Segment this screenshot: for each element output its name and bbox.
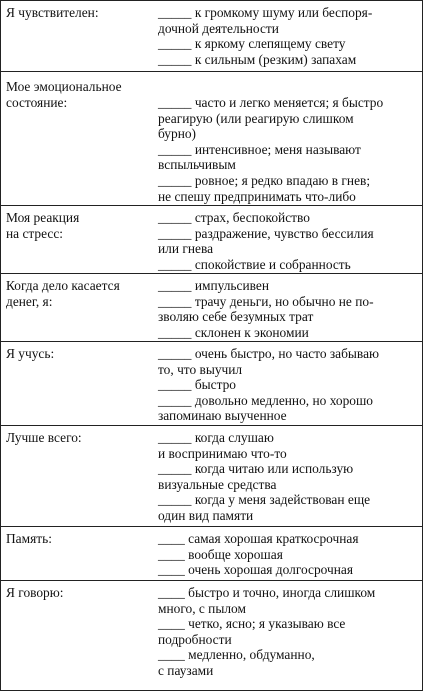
option-item[interactable]: _____ склонен к экономии — [158, 324, 309, 340]
option-item[interactable]: ____ четко, ясно; я указываю все подробности — [158, 616, 346, 647]
option-item[interactable]: _____ довольно медленно, но хорошо запоминаю выученное — [158, 392, 373, 424]
option-item[interactable]: ____ быстро и точно, иногда слишком много, с пылом — [158, 585, 376, 616]
section-memory — [1, 527, 422, 581]
section-label: Я говорю: — [6, 585, 64, 600]
section-sensitivity — [1, 1, 422, 72]
option-item[interactable]: _____ ровное; я редко впадаю в гнев; не спешу предпринимать что-либо — [158, 172, 371, 204]
option-item[interactable]: _____ к яркому слепящему свету — [158, 36, 346, 52]
option-item[interactable]: _____ интенсивное; меня называют вспыльчивым — [158, 141, 361, 173]
option-item[interactable]: _____ к сильным (резким) запахам — [158, 51, 357, 67]
section-label: Память: — [6, 531, 52, 546]
option-list — [158, 75, 418, 202]
option-item[interactable]: _____ страх, беспокойство — [158, 210, 310, 225]
option-item[interactable]: _____ к громкому шуму или беспоря- дочной деятельности — [158, 5, 373, 36]
section-label: Я учусь: — [6, 346, 55, 361]
option-item[interactable]: _____ быстро — [158, 377, 236, 393]
option-item[interactable]: ____ очень хорошая долгосрочная — [158, 562, 354, 578]
section-label: Моя реакция на стресс: — [6, 210, 80, 241]
section-learning — [1, 342, 422, 426]
option-item[interactable]: ____ медленно, обдуманно, с паузами — [158, 647, 315, 678]
section-label: Лучше всего: — [6, 430, 82, 445]
option-item[interactable]: _____ импульсивен — [158, 278, 269, 293]
section-best-memory — [1, 426, 422, 527]
section-label: Мое эмоциональное состояние: — [6, 79, 122, 110]
option-list — [158, 530, 418, 577]
section-speech — [1, 581, 422, 690]
option-item[interactable]: _____ когда слушаю и воспринимаю что-то — [158, 430, 287, 461]
option-item[interactable]: _____ спокойствие и собранность — [158, 256, 351, 272]
option-list — [158, 429, 418, 523]
option-item[interactable]: _____ когда читаю или использую визуальные средства — [158, 461, 354, 492]
option-item[interactable]: _____ трачу деньги, но обычно не по- зволяю себе безумных трат — [158, 293, 374, 325]
option-list — [158, 4, 418, 68]
option-list — [158, 584, 418, 687]
option-item[interactable]: _____ часто и легко меняется; я быстро реагирую (или реагирую слишком бурно) — [158, 95, 384, 142]
section-money — [1, 274, 422, 342]
option-list — [158, 277, 418, 338]
section-label: Когда дело касается денег, я: — [6, 278, 120, 309]
section-emotional-state — [1, 72, 422, 206]
option-item[interactable]: ____ самая хорошая краткосрочная — [158, 531, 359, 546]
option-list — [158, 209, 418, 270]
option-item[interactable]: _____ очень быстро, но часто забываю то, что выучил — [158, 346, 380, 377]
option-item[interactable]: ____ вообще хорошая — [158, 546, 283, 562]
section-stress-reaction — [1, 206, 422, 274]
option-list — [158, 345, 418, 422]
section-label: Я чувствителен: — [6, 5, 99, 20]
option-item[interactable]: _____ когда у меня задействован еще один вид памяти — [158, 492, 371, 523]
option-item[interactable]: _____ раздражение, чувство бессилия или гнева — [158, 225, 374, 257]
